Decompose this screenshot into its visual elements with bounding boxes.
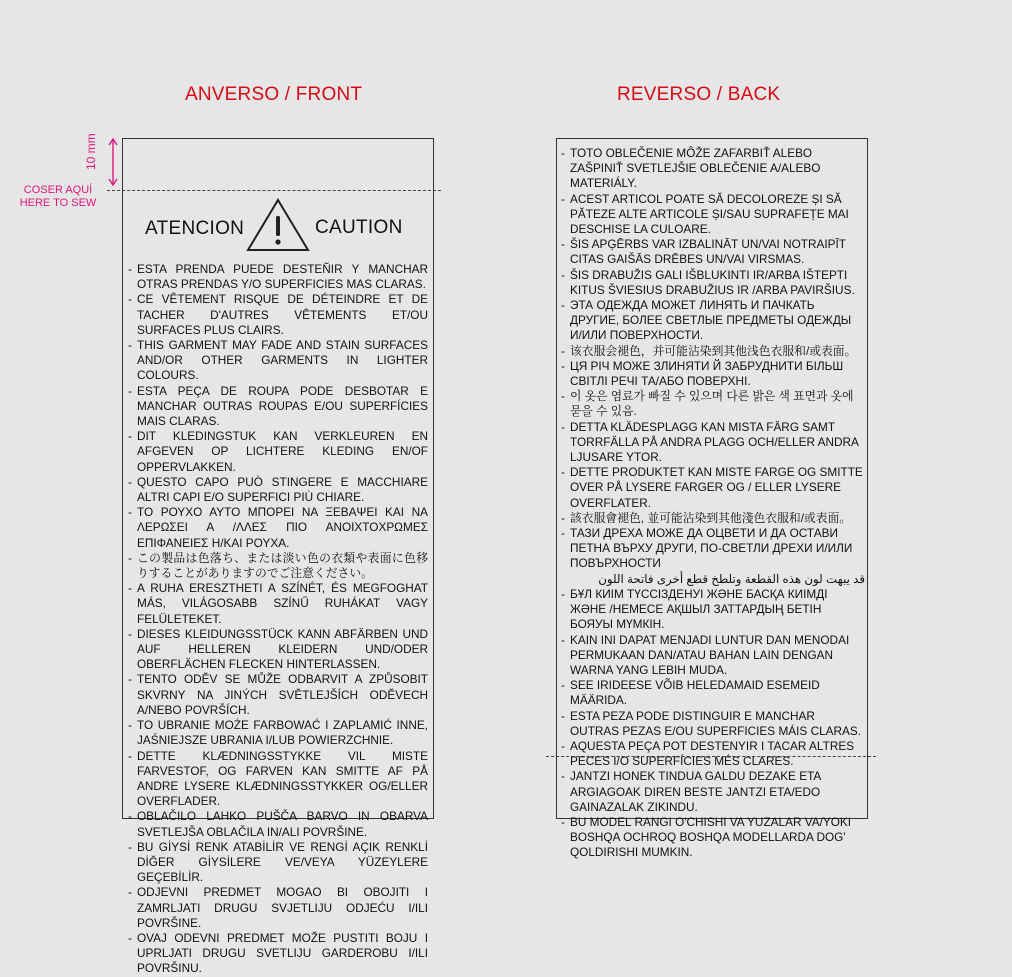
- warning-text-item: [128, 338, 428, 384]
- warning-text: ŠIS APĢĒRBS VAR IZBALINĀT UN/VAI NOTRAIPĪT CITAS GAIŠĀS DRĒBES UN/VAI VIRSMAS.: [570, 237, 846, 267]
- warning-text-item: [128, 384, 428, 430]
- warning-text-item: [561, 192, 865, 238]
- list-dash: -: [561, 814, 565, 829]
- warning-text-item: [128, 475, 428, 505]
- list-dash: -: [561, 298, 565, 313]
- list-dash: -: [561, 358, 565, 373]
- warning-text: БҰЛ КИІМ ТҮССІЗДЕНУІ ЖӘНЕ БАСҚА КИІМДІ ЖӘНЕ /НЕМЕСЕ АҚШЫЛ ЗАТТАРДЫҢ БЕТІН БОЯУЫ МҮМКІН.: [570, 586, 828, 632]
- caution-title-en: CAUTION: [315, 217, 403, 238]
- list-dash: -: [561, 191, 565, 206]
- warning-text-item: [561, 511, 865, 526]
- warning-text: 該衣服會褪色, 並可能沾染到其他淺色衣服和/或表面。: [570, 510, 852, 525]
- warning-text-item: [561, 420, 865, 466]
- warning-text-item: [561, 268, 865, 298]
- warning-text: JANTZI HONEK TINDUA GALDU DEZAKE ETA ARGIAGOAK DIREN BESTE JANTZI ETA/EDO GAINAZALAK ZIKINDU.: [570, 769, 821, 814]
- list-dash: -: [128, 626, 132, 641]
- list-dash: -: [561, 586, 565, 601]
- warning-text-item: [561, 359, 865, 389]
- warning-text-item: [561, 146, 865, 192]
- warning-text: ODJEVNI PREDMET MOGAO BI OBOJITI I ZAMRLJATI DRUGU SVJETLIJU ODJEĆU I/ILI POVRŠINE.: [137, 885, 428, 930]
- warning-text-item: [561, 389, 865, 419]
- dimension-arrow-icon: [106, 136, 120, 188]
- warning-text: ЦЯ РІЧ МОЖЕ ЗЛИНЯТИ Й ЗАБРУДНИТИ БІЛЬШ СВІТЛІ РЕЧІ ТА/АБО ПОВЕРХНІ.: [570, 358, 844, 389]
- warning-text-item: [561, 633, 865, 679]
- warning-text: QUESTO CAPO PUÒ STINGERE E MACCHIARE ALTRI CAPI E/O SUPERFICI PIÙ CHIARE.: [137, 474, 428, 505]
- list-dash: -: [128, 672, 132, 687]
- warning-text: TO UBRANIE MOŻE FARBOWAĆ I ZAPLAMIĆ INNE, JAŚNIEJSZE UBRANIA I/LUB POWIERZCHNIE.: [137, 718, 428, 748]
- list-dash: -: [128, 885, 132, 900]
- list-dash: -: [561, 738, 565, 753]
- warning-text-item: [561, 237, 865, 267]
- warning-text-item: [128, 627, 428, 673]
- list-dash: -: [561, 146, 565, 160]
- front-heading: ANVERSO / FRONT: [185, 84, 363, 105]
- warning-text: CE VÊTEMENT RISQUE DE DÉTEINDRE ET DE TACHER D'AUTRES VÊTEMENTS ET/OU SURFACES PLUS CLAIRS.: [137, 292, 428, 337]
- front-sew-line: [107, 190, 441, 191]
- warning-text: DETTA KLÄDESPLAGG KAN MISTA FÄRG SAMT TORRFÄLLA PÅ ANDRA PLAGG OCH/ELLER ANDRA LJUSARE YTOR.: [570, 419, 859, 465]
- list-dash: -: [561, 632, 565, 647]
- sew-note-line-1: COSER AQUÍ: [23, 184, 93, 196]
- warning-text-item: [561, 678, 865, 708]
- warning-text-item: [128, 840, 428, 886]
- list-dash: -: [128, 383, 132, 398]
- warning-text-item: [128, 809, 428, 839]
- list-dash: -: [128, 839, 132, 854]
- warning-text-item: [561, 587, 865, 633]
- list-dash: -: [561, 389, 565, 404]
- list-dash: -: [561, 343, 565, 358]
- warning-text-item: [128, 551, 428, 581]
- list-dash: -: [128, 505, 132, 520]
- warning-text: AQUESTA PEÇA POT DESTENYIR I TACAR ALTRES PECES I/O SUPERFÍCIES MÉS CLARES.: [570, 738, 855, 769]
- list-dash: -: [128, 262, 132, 276]
- list-dash: -: [128, 809, 132, 824]
- warning-text-item: [561, 465, 865, 511]
- list-dash: -: [561, 526, 565, 541]
- list-dash: -: [128, 550, 132, 565]
- warning-text: ACEST ARTICOL POATE SĂ DECOLOREZE ȘI SĂ PĂTEZE ALTE ARTICOLE ȘI/SAU SUPRAFEȚE MAI DESCHISE LA CULOARE.: [570, 191, 849, 237]
- warning-text: DIT KLEDINGSTUK KAN VERKLEUREN EN AFGEVEN OP LICHTERE KLEDING EN/OF OPPERVLAKKEN.: [137, 429, 428, 474]
- list-dash: -: [561, 708, 565, 723]
- list-dash: -: [128, 429, 132, 444]
- warning-text: ESTA PEZA PODE DISTINGUIR E MANCHAR OUTRAS PEZAS E/OU SUPERFICIES MÁIS CLARAS.: [570, 708, 862, 738]
- warning-text: 이 옷은 염료가 빠질 수 있으며 다른 밝은 색 표면과 옷에 묻을 수 있음.: [570, 389, 854, 419]
- warning-text-item: [128, 581, 428, 627]
- sew-note-line-2: HERE TO SEW: [19, 197, 97, 209]
- warning-text: OVAJ ODEVNI PREDMET MOŽE PUSTITI BOJU I UPRLJATI DRUGU SVETLIJU GARDEROBU I/ILI POVRŠINU.: [137, 930, 428, 976]
- warning-text-item: [128, 292, 428, 338]
- warning-text: A RUHA ERESZTHETI A SZÍNÉT, ÉS MEGFOGHAT MÁS, VILÁGOSABB SZÍNŰ RUHÁKAT VAGY FELÜLETEKET.: [137, 581, 428, 626]
- warning-text: SEE IRIDEESE VÕIB HELEDAMAID ESEMEID MÄÄRIDA.: [570, 678, 820, 708]
- dimension-label: 10 mm: [84, 133, 98, 170]
- warning-text: KAIN INI DAPAT MENJADI LUNTUR DAN MENODAI PERMUKAAN DAN/ATAU BAHAN LAIN DENGAN WARNA YANG LEBIH MUDA.: [570, 632, 850, 677]
- warning-text: DIESES KLEIDUNGSSTÜCK KANN ABFÄRBEN UND AUF HELLEREN KLEIDERN UND/ODER OBERFLÄCHEN FLECKEN HINTERLASSEN.: [137, 626, 428, 672]
- warning-text-item: [561, 769, 865, 815]
- warning-text-item: [128, 749, 428, 810]
- front-warning-list: [128, 262, 428, 977]
- list-dash: -: [561, 678, 565, 693]
- warning-text: DETTE KLÆDNINGSSTYKKE VIL MISTE FARVESTOF, OG FARVEN KAN SMITTE AF PÅ ANDRE LYSERE KLÆDNINGSSTYKKER OG/ELLER OVERFLADER.: [137, 748, 428, 809]
- warning-text: 该衣服会褪色，并可能沾染到其他浅色衣服和/或表面。: [570, 343, 857, 358]
- list-dash: -: [128, 718, 132, 733]
- list-dash: -: [128, 930, 132, 945]
- list-dash: -: [561, 465, 565, 480]
- warning-text-item: [561, 298, 865, 344]
- warning-text: قد يبهت لون هذه القطعة وتلطخ قطع أخرى فاتحة اللون: [598, 571, 865, 586]
- warning-text: BU GİYSİ RENK ATABİLİR VE RENGİ AÇIK RENKLİ DİĞER GİYSİLERE VE/VEYA YÜZEYLERE GEÇEBİLİR.: [137, 839, 428, 885]
- list-dash: -: [561, 419, 565, 434]
- warning-text-item: [561, 526, 865, 572]
- warning-text: THIS GARMENT MAY FADE AND STAIN SURFACES AND/OR OTHER GARMENTS IN LIGHTER COLOURS.: [137, 338, 428, 383]
- list-dash: -: [128, 474, 132, 489]
- list-dash: -: [561, 769, 565, 784]
- warning-text: BU MODEL RANGI O'CHISHI VA YUZALAR VA/YOKI BOSHQA OCHROQ BOSHQA MODELLARDA DOG' QOLDIRISHI MUMKIN.: [570, 814, 852, 860]
- warning-text: DETTE PRODUKTET KAN MISTE FARGE OG SMITTE OVER PÅ LYSERE FARGER OG / ELLER LYSERE OVERFLATER.: [570, 465, 863, 510]
- warning-text: この製品は色落ち、または淡い色の衣類や表面に色移りすることがありますのでご注意ください。: [137, 550, 428, 581]
- list-dash: -: [561, 267, 565, 282]
- warning-text-item: [128, 885, 428, 931]
- caution-header: [138, 196, 418, 256]
- list-dash: -: [128, 748, 132, 763]
- warning-text-item: [128, 718, 428, 748]
- warning-text-item: [561, 344, 865, 359]
- warning-text: ŠIS DRABUŽIS GALI IŠBLUKINTI IR/ARBA IŠTEPTI KITUS ŠVIESIUS DRABUŽIUS IR /ARBA PAVIRŠIUS.: [570, 267, 855, 297]
- warning-text: ТАЗИ ДРЕХА МОЖЕ ДА ОЦВЕТИ И ДА ОСТАВИ ПЕТНА ВЪРХУ ДРУГИ, ПО-СВЕТЛИ ДРЕХИ И/ИЛИ ПОВЪРХНОСТИ: [570, 526, 853, 571]
- warning-text-item: [128, 672, 428, 718]
- sew-here-note: [10, 184, 106, 210]
- list-dash: -: [128, 292, 132, 307]
- warning-text-item: [128, 505, 428, 551]
- warning-triangle-icon: [245, 196, 311, 254]
- back-heading: REVERSO / BACK: [617, 84, 781, 105]
- warning-text-item: [561, 709, 865, 739]
- warning-text: TENTO ODĚV SE MŮŽE ODBARVIT A ZPŮSOBIT SKVRNY NA JINÝCH SVĚTLEJŠÍCH ODĚVECH A/NEBO POVRŠÍCH.: [137, 672, 428, 717]
- warning-text: ESTA PRENDA PUEDE DESTEÑIR Y MANCHAR OTRAS PRENDAS Y/O SUPERFICIES MAS CLARAS.: [137, 262, 428, 292]
- warning-text: TOTO OBLEČENIE MÔŽE ZAFARBIŤ ALEBO ZAŠPINIŤ SVETLEJŠIE OBLEČENIE A/ALEBO MATERIÁLY.: [570, 146, 821, 191]
- warning-text-item: [561, 739, 865, 769]
- warning-text: ΤΟ ΡΟΥΧΟ ΑΥΤΟ ΜΠΟΡΕΙ ΝΑ ΞΕΒΑΨΕΙ ΚΑΙ ΝΑ ΛΕΡΩΣΕΙ Α /ΛΛΕΣ ΠΙΟ ΑΝΟΙΧΤΟΧΡΩΜΕΣ ΕΠΙΦΑΝΕΙΕΣ Η/ΚΑΙ ΡΟΥΧΑ.: [137, 505, 428, 550]
- warning-text: ESTA PEÇA DE ROUPA PODE DESBOTAR E MANCHAR OUTRAS ROUPAS E/OU SUPERFÍCIES MAIS CLARAS.: [137, 383, 428, 429]
- warning-text-item: [128, 931, 428, 977]
- warning-text-item: [128, 262, 428, 292]
- warning-text-item: [561, 815, 865, 861]
- list-dash: -: [128, 581, 132, 596]
- list-dash: -: [561, 510, 565, 525]
- list-dash: -: [561, 237, 565, 252]
- back-warning-list: [561, 146, 865, 861]
- warning-text-item: [561, 572, 865, 587]
- list-dash: -: [128, 338, 132, 353]
- warning-text: OBLAČILO LAHKO PUŠČA BARVO IN OBARVA SVETLEJŠA OBLAČILA IN/ALI POVRŠINE.: [137, 809, 428, 839]
- warning-text: ЭТА ОДЕЖДА МОЖЕТ ЛИНЯТЬ И ПАЧКАТЬ ДРУГИЕ, БОЛЕЕ СВЕТЛЫЕ ПРЕДМЕТЫ ОДЕЖДЫ И/ИЛИ ПОВЕРХНОСТИ.: [570, 298, 852, 343]
- warning-text-item: [128, 429, 428, 475]
- caution-title-es: ATENCION: [145, 218, 245, 239]
